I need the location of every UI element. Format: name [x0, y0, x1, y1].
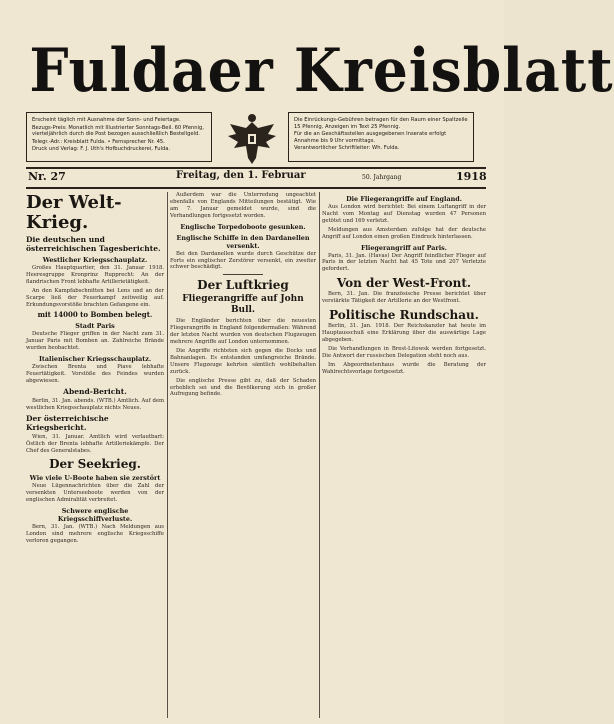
- article-paragraph: Die Engländer berichten über die neuesten Fliegerangriffe in England folgendermaßen: Während der letzten Nacht wurden von deutschen Flugzeugen mehrere Angriffe auf London unternommen.: [170, 318, 316, 346]
- section-heading: Italienischer Kriegsschauplatz.: [38, 355, 152, 364]
- subscription-info-box: [26, 112, 212, 162]
- divider: [223, 274, 263, 275]
- divider: [26, 187, 486, 189]
- headline: Der Welt-Krieg.: [26, 192, 122, 233]
- article-paragraph: Außerdem war die Unterredung ungeachtet ebenfalls von Englands Mitteilungen bestätigt. Wie am 7. Januar gemeldet wurde, sind die Verhandlungen fortgesetzt worden.: [170, 192, 316, 219]
- imperial-eagle-emblem: [226, 110, 278, 166]
- section-heading: Englische Torpedoboote gesunken.: [180, 222, 306, 231]
- dateline: [26, 170, 486, 186]
- section-heading: Schwere englische Kriegsschiffverluste.: [57, 507, 133, 524]
- masthead-title: Fuldaer Kreisblatt: [29, 36, 614, 106]
- highlight-line: mit 14000 to Bomben belegt.: [37, 310, 153, 320]
- subheadline: Die deutschen und österreichischen Tagesberichte.: [26, 235, 161, 253]
- section-heading: Der Luftkrieg: [197, 278, 289, 293]
- headline: Der Seekrieg.: [49, 457, 141, 472]
- info-line: Erscheint täglich mit Ausnahme der Sonn- und Feiertage.: [32, 117, 181, 123]
- section-heading: Stadt Paris: [75, 322, 115, 331]
- advertising-info-box: [288, 112, 474, 162]
- section-heading: Abend-Bericht.: [63, 386, 127, 396]
- article-paragraph: Deutsche Flieger griffen in der Nacht zum 31. Januar Paris mit Bomben an. Zahlreiche Brände wurden beobachtet.: [26, 331, 164, 352]
- issue-number: Nr. 27: [28, 170, 66, 183]
- article-paragraph: Berlin, 31. Jan. abends. (WTB.) Amtlich. Auf dem westlichen Kriegsschauplatz nichts Neues.: [26, 397, 164, 411]
- article-paragraph: Bei den Dardanellen wurde durch Geschütze der Forts ein englischer Zerstörer versenkt, ein zweiter schwer beschädigt.: [170, 250, 316, 271]
- issue-year: 1918: [456, 170, 487, 183]
- column-3: [322, 192, 486, 720]
- info-line: Druck und Verlag: F. J. Uth's Hofbuchdruckerei, Fulda.: [32, 146, 171, 153]
- info-line: Die Einrückungs-Gebühren betragen für den Raum einer Spaltzeile 15 Pfennig, Anzeigen im Text 25 Pfennig.: [294, 117, 468, 130]
- info-line: Verantwortlicher Schriftleiter: Wh. Fulda.: [294, 145, 400, 152]
- article-paragraph: Zwischen Brenta und Piave lebhafte Feuertätigkeit. Vorstöße des Feindes wurden abgewiesen.: [26, 364, 164, 384]
- article-paragraph: Die Angriffe richteten sich gegen die Docks und Bahnanlagen. Es entstanden umfangreiche Brände. Unsere Flugzeuge kehrten sämtlich wohlbehalten zurück.: [170, 347, 316, 375]
- article-paragraph: Berlin, 31. Jan. 1918. Der Reichskanzler hat heute im Hauptausschuß eine Erklärung über die auswärtige Lage abgegeben.: [322, 323, 486, 343]
- headline: Politische Rundschau.: [329, 308, 479, 323]
- article-paragraph: Im Abgeordnetenhaus wurde die Beratung der Wahlrechtsvorlage fortgesetzt.: [322, 361, 486, 375]
- section-heading: Fliegerangriff auf Paris.: [360, 243, 448, 252]
- subheadline: Wie viele U-Boote haben sie zerstört: [29, 474, 161, 483]
- column-separator: [319, 192, 320, 718]
- divider: [26, 167, 486, 169]
- headline: Von der West-Front.: [336, 276, 472, 291]
- article-paragraph: An den Kampfabschnitten bei Lens und an der Scarpe ließ der Feuerkampf zeitweilig auf. Erkundungsvorstöße brachten Gefangene ein.: [26, 287, 164, 308]
- article-paragraph: Wien, 31. Januar. Amtlich wird verlautbart: Östlich der Brenta lebhafte Artilleriekämpfe. Der Chef des Generalstabes.: [26, 433, 164, 454]
- article-paragraph: Die englische Presse gibt zu, daß der Schaden erheblich sei und die Bevölkerung sich in großer Aufregung befinde.: [170, 377, 316, 398]
- article-paragraph: Die Verhandlungen in Brest-Litowsk werden fortgesetzt. Die Antwort der russischen Delegation steht noch aus.: [322, 345, 486, 359]
- section-heading: Die Fliegerangriffe auf England.: [346, 195, 462, 203]
- article-paragraph: Aus London wird berichtet: Bei einem Luftangriff in der Nacht vom Montag auf Dienstag wurden 47 Personen getötet und 169 verletzt.: [322, 204, 486, 224]
- column-1: [26, 192, 164, 720]
- section-heading: Westlicher Kriegsschauplatz.: [42, 256, 148, 264]
- section-heading: Englische Schiffe in den Dardanellen versenkt.: [176, 233, 310, 250]
- issue-date: Freitag, den 1. Februar: [176, 170, 306, 181]
- info-line: Telegr.-Adr.: Kreisblatt Fulda. • Fernsprecher Nr. 45.: [32, 138, 165, 145]
- section-heading: Der österreichische Kriegsbericht.: [26, 413, 109, 432]
- column-2: [170, 192, 316, 720]
- article-paragraph: Bern, 31. Jan. Die französische Presse berichtet über verstärkte Tätigkeit der Artillerie an der Westfront.: [322, 291, 486, 305]
- article-paragraph: Großes Hauptquartier, den 31. Januar 1918. Heeresgruppe Kronprinz Rupprecht: An der flandrischen Front lebhafte Artillerietätigkeit.: [26, 265, 164, 285]
- article-paragraph: Bern, 31. Jan. (WTB.) Nach Meldungen aus London sind mehrere englische Kriegsschiffe verloren gegangen.: [26, 524, 164, 544]
- column-separator: [167, 192, 168, 718]
- info-line: Bezugs-Preis: Monatlich mit Illustrierter Sonntags-Beil. 60 Pfennig, vierteljährlich durch die Post bezogen ausschließlich Bestellgeld.: [32, 124, 204, 138]
- article-paragraph: Paris, 31. Jan. (Havas) Der Angriff feindlicher Flieger auf Paris in der letzten Nacht hat 45 Tote und 207 Verletzte gefordert.: [322, 252, 486, 273]
- info-line: Für die an Geschäftsstellen ausgegebenen Inserate erfolgt Annahme bis 9 Uhr vormittags.: [294, 131, 447, 144]
- volume: 50. Jahrgang: [362, 174, 402, 181]
- headline: Fliegerangriffe auf John Bull.: [182, 294, 304, 316]
- article-paragraph: Meldungen aus Amsterdam zufolge hat der deutsche Angriff auf London einen großen Eindruck hinterlassen.: [322, 226, 486, 240]
- article-paragraph: Neue Lügennachrichten über die Zahl der versenkten Unterseeboote werden von der englischen Admiralität verbreitet.: [26, 483, 164, 504]
